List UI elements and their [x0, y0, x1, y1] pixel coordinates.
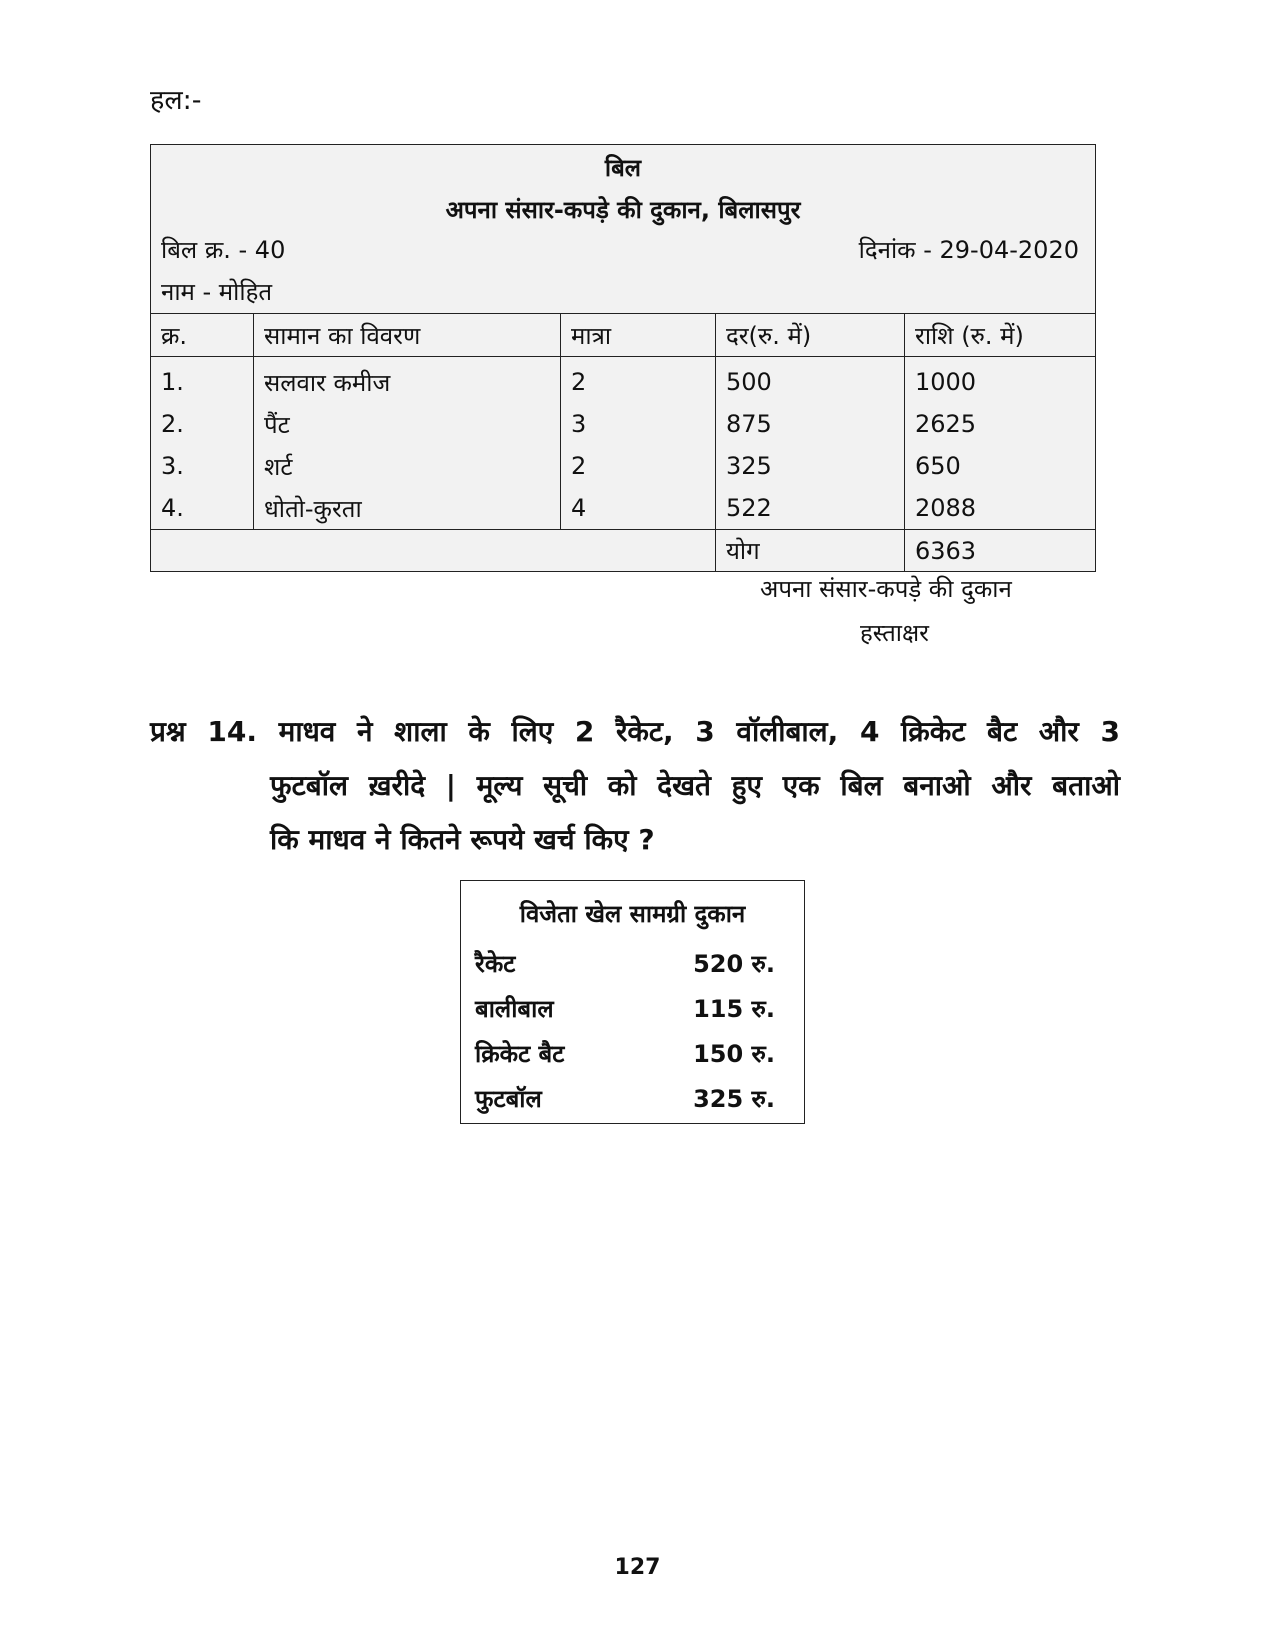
cell-rate: 522 [716, 487, 905, 530]
bill-date: दिनांक - 29-04-2020 [858, 236, 1079, 264]
cell-quantity: 2 [561, 357, 716, 404]
table-header-row [151, 314, 1095, 357]
cell-quantity: 3 [561, 403, 716, 445]
bill-number: बिल क्र. - 40 [161, 236, 286, 264]
question-line-2: फुटबॉल ख़रीदे | मूल्य सूची को देखते हुए एक बिल बनाओ और बताओ [270, 769, 1120, 802]
column-header-rate: दर(रु. में) [716, 314, 905, 357]
cell-serial: 3. [151, 445, 254, 487]
cell-description: शर्ट [254, 445, 561, 487]
cell-quantity: 4 [561, 487, 716, 530]
price-list-item [475, 992, 775, 1026]
cell-description: धोतो-कुरता [254, 487, 561, 530]
signature-label: हस्ताक्षर [860, 619, 929, 647]
price-list-box [460, 880, 805, 1124]
bill-shop-name: अपना संसार-कपड़े की दुकान, बिलासपुर [445, 196, 801, 224]
cell-amount: 650 [915, 452, 961, 480]
cell-description: पैंट [254, 403, 561, 445]
item-price: 325 रु. [693, 1085, 775, 1113]
cell-amount: 2088 [915, 494, 977, 522]
cell-rate: 500 [716, 357, 905, 404]
item-name: क्रिकेट बैट [475, 1040, 565, 1068]
item-name: बालीबाल [475, 995, 554, 1023]
question-line-3: कि माधव ने कितने रूपये खर्च किए ? [270, 823, 655, 856]
cell-amount: 2625 [915, 410, 977, 438]
bill-header [151, 145, 1095, 314]
price-list-item [475, 1082, 775, 1116]
table-row [151, 487, 1095, 530]
item-name: रैकेट [475, 950, 516, 978]
solution-heading: हल:- [150, 85, 202, 116]
table-row [151, 357, 1095, 404]
bill-box [150, 144, 1096, 572]
item-price: 150 रु. [693, 1040, 775, 1068]
total-value: 6363 [905, 530, 1096, 572]
table-row [151, 403, 1095, 445]
bill-title: बिल [604, 154, 642, 182]
column-header-quantity: मात्रा [561, 314, 716, 357]
cell-serial: 1. [151, 357, 254, 404]
total-row [151, 530, 1095, 572]
cell-description: सलवार कमीज [254, 357, 561, 404]
column-header-amount: राशि (रु. में) [905, 314, 1096, 357]
cell-serial: 2. [151, 403, 254, 445]
price-list-item [475, 1037, 775, 1071]
cell-amount: 1000 [915, 368, 977, 396]
question-line-1: प्रश्न 14. माधव ने शाला के लिए 2 रैकेट, 3 वॉलीबाल, 4 क्रिकेट बैट और 3 [150, 715, 1120, 748]
item-price: 115 रु. [693, 995, 775, 1023]
item-name: फुटबॉल [475, 1085, 542, 1113]
cell-rate: 875 [716, 403, 905, 445]
page-number: 127 [614, 1555, 661, 1580]
column-header-serial: क्र. [151, 314, 254, 357]
cell-rate: 325 [716, 445, 905, 487]
total-empty-cell [151, 530, 716, 572]
total-label: योग [716, 530, 905, 572]
price-list-title: विजेता खेल सामग्री दुकान [519, 900, 746, 928]
price-list-item [475, 947, 775, 981]
cell-quantity: 2 [561, 445, 716, 487]
signature-shop-name: अपना संसार-कपड़े की दुकान [760, 575, 1012, 603]
cell-serial: 4. [151, 487, 254, 530]
customer-name: नाम - मोहित [161, 278, 273, 306]
table-row [151, 445, 1095, 487]
item-price: 520 रु. [693, 950, 775, 978]
bill-items-table [151, 314, 1095, 571]
column-header-description: सामान का विवरण [254, 314, 561, 357]
